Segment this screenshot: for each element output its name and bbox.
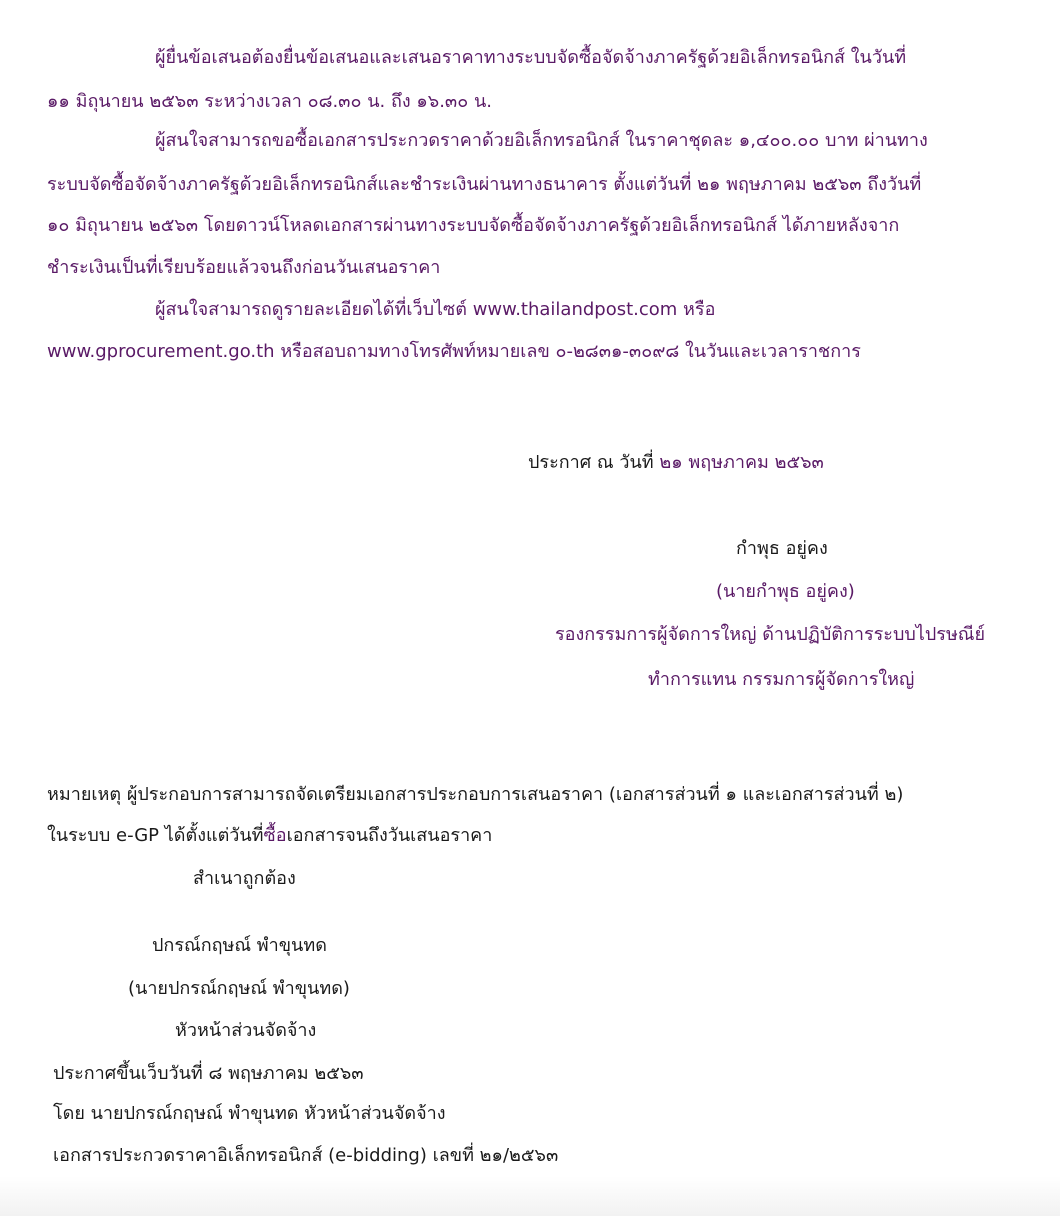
cut-off-glyph <box>478 0 492 6</box>
certified-copy-label: สำเนาถูกต้อง <box>193 868 296 889</box>
paragraph-2-line-2: ระบบจัดซื้อจัดจ้างภาครัฐด้วยอิเล็กทรอนิกส์และชำระเงินผ่านทางธนาคาร ตั้งแต่วันที่ ๒๑ พฤษภาคม ๒๕๖๓ ถึงวันที่ <box>47 174 922 195</box>
footer-posted-date: ประกาศขึ้นเว็บวันที่ ๘ พฤษภาคม ๒๕๖๓ <box>53 1063 364 1084</box>
note-line-1: หมายเหตุ ผู้ประกอบการสามารถจัดเตรียมเอกสารประกอบการเสนอราคา (เอกสารส่วนที่ ๑ และเอกสารส่วนที่ ๒) <box>47 784 904 805</box>
note-line-2 <box>47 824 492 848</box>
note-line-2-end: เอกสารจนถึงวันเสนอราคา <box>286 825 493 846</box>
paragraph-2-line-4: ชำระเงินเป็นที่เรียบร้อยแล้วจนถึงก่อนวันเสนอราคา <box>47 257 441 278</box>
signatory-acting: ทำการแทน กรรมการผู้จัดการใหญ่ <box>648 669 915 690</box>
paragraph-3-line-1: ผู้สนใจสามารถดูรายละเอียดได้ที่เว็บไซต์ www.thailandpost.com หรือ <box>155 299 716 320</box>
page-bottom-shadow <box>0 1176 1060 1216</box>
paragraph-1-line-1: ผู้ยื่นข้อเสนอต้องยื่นข้อเสนอและเสนอราคาทางระบบจัดซื้อจัดจ้างภาครัฐด้วยอิเล็กทรอนิกส์ ในวันที่ <box>155 47 907 68</box>
footer-posted-by: โดย นายปกรณ์กฤษณ์ พำขุนทด หัวหน้าส่วนจัดจ้าง <box>53 1103 446 1124</box>
paragraph-3-line-2: www.gprocurement.go.th หรือสอบถามทางโทรศัพท์หมายเลข ๐-๒๘๓๑-๓๐๙๘ ในวันและเวลาราชการ <box>47 341 861 362</box>
copy-signatory-name: (นายปกรณ์กฤษณ์ พำขุนทด) <box>128 978 350 999</box>
signatory-signature: กำพุธ อยู่คง <box>736 538 828 559</box>
announcement-date: ๒๑ พฤษภาคม ๒๕๖๓ <box>659 452 824 473</box>
announcement-prefix: ประกาศ ณ วันที่ <box>528 452 654 473</box>
signatory-name: (นายกำพุธ อยู่คง) <box>716 581 855 602</box>
note-line-2-start: ในระบบ e-GP ได้ตั้งแต่วันที่ <box>47 825 264 846</box>
paragraph-2-line-3: ๑๐ มิถุนายน ๒๕๖๓ โดยดาวน์โหลดเอกสารผ่านทางระบบจัดซื้อจัดจ้างภาครัฐด้วยอิเล็กทรอนิกส์ ได้ภายหลังจาก <box>47 215 900 236</box>
copy-signatory-signature: ปกรณ์กฤษณ์ พำขุนทด <box>152 935 327 956</box>
signatory-position: รองกรรมการผู้จัดการใหญ่ ด้านปฏิบัติการระบบไปรษณีย์ <box>555 624 986 645</box>
announcement-date-line <box>528 451 824 475</box>
paragraph-1-line-2: ๑๑ มิถุนายน ๒๕๖๓ ระหว่างเวลา ๐๘.๓๐ น. ถึง ๑๖.๓๐ น. <box>47 91 492 112</box>
paragraph-2-line-1: ผู้สนใจสามารถขอซื้อเอกสารประกวดราคาด้วยอิเล็กทรอนิกส์ ในราคาชุดละ ๑,๔๐๐.๐๐ บาท ผ่านทาง <box>155 130 928 151</box>
copy-signatory-position: หัวหน้าส่วนจัดจ้าง <box>175 1020 317 1041</box>
note-line-2-highlight: ซื้อ <box>263 825 287 846</box>
footer-document-number: เอกสารประกวดราคาอิเล็กทรอนิกส์ (e-bidding) เลขที่ ๒๑/๒๕๖๓ <box>53 1145 559 1166</box>
